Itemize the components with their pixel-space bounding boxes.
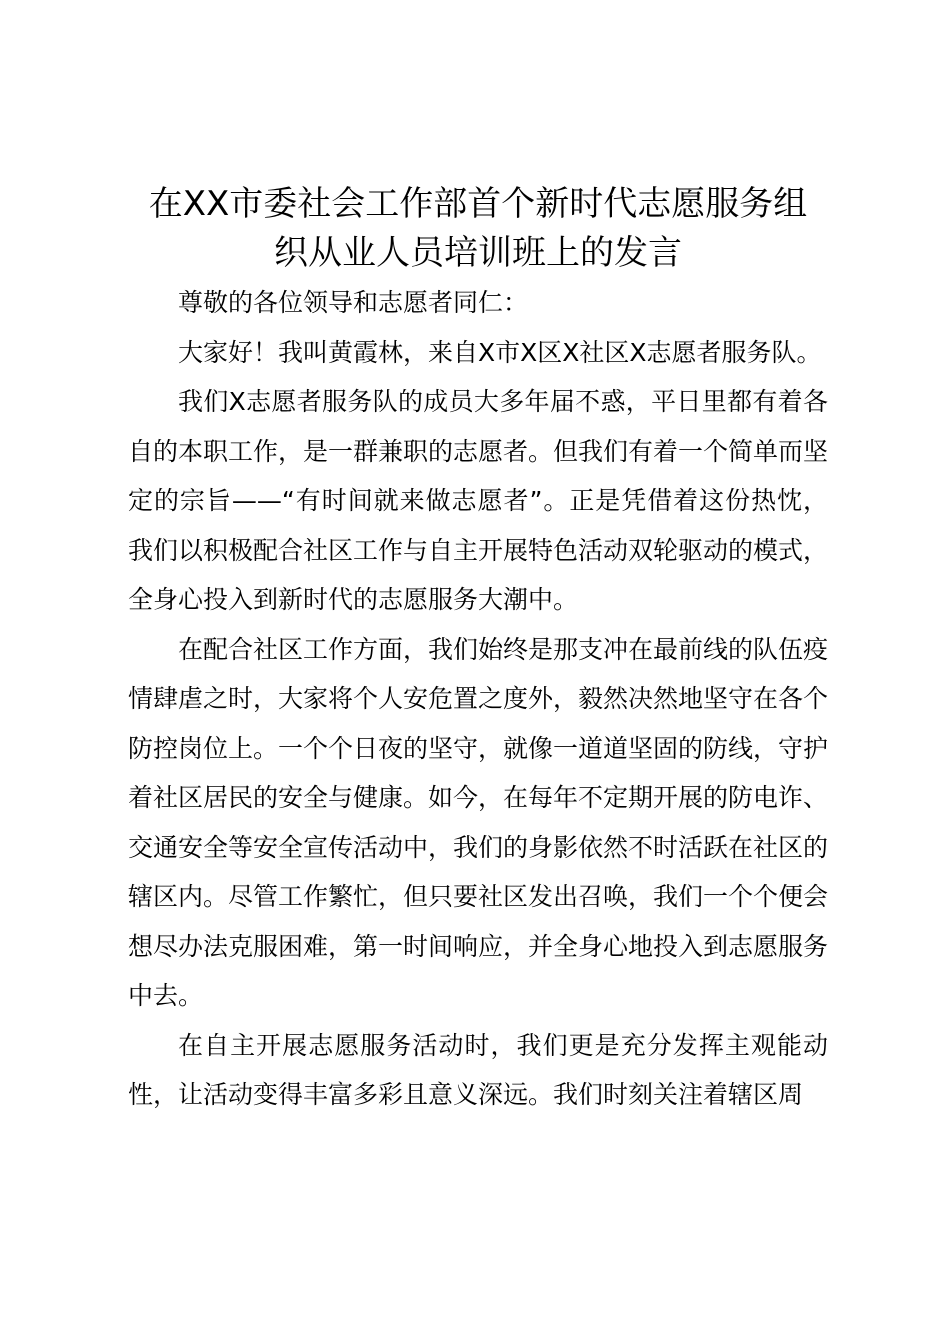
title-line-2: 织从业人员培训班上的发言 — [274, 233, 682, 273]
paragraph-4: 在自主开展志愿服务活动时，我们更是充分发挥主观能动性，让活动变得丰富多彩且意义深远。我们时刻关注着辖区周 — [128, 1030, 828, 1109]
title-line-1: 在XX市委社会工作部首个新时代志愿服务组 — [148, 184, 808, 224]
paragraph-1: 大家好！我叫黄霞林，来自X市X区X社区X志愿者服务队。 — [178, 337, 822, 367]
paragraph-2: 我们X志愿者服务队的成员大多年届不惑，平日里都有着各自的本职工作，是一群兼职的志愿者。但我们有着一个简单而坚定的宗旨——“有时间就来做志愿者”。正是凭借着这份热忱，我们以积极配合社区工作与自主开展特色活动双轮驱动的模式，全身心投入到新时代的志愿服务大潮中。 — [128, 387, 829, 614]
document-page — [128, 180, 828, 1120]
salutation: 尊敬的各位领导和志愿者同仁： — [178, 288, 529, 317]
document-title — [128, 180, 828, 278]
paragraph-3: 在配合社区工作方面，我们始终是那支冲在最前线的队伍疫情肆虐之时，大家将个人安危置之度外，毅然决然地坚守在各个防控岗位上。一个个日夜的坚守，就像一道道坚固的防线，守护着社区居民的安全与健康。如今，在每年不定期开展的防电诈、交通安全等安全宣传活动中，我们的身影依然不时活跃在社区的辖区内。尽管工作繁忙，但只要社区发出召唤，我们一个个便会想尽办法克服困难，第一时间响应，并全身心地投入到志愿服务中去。 — [128, 634, 829, 1010]
